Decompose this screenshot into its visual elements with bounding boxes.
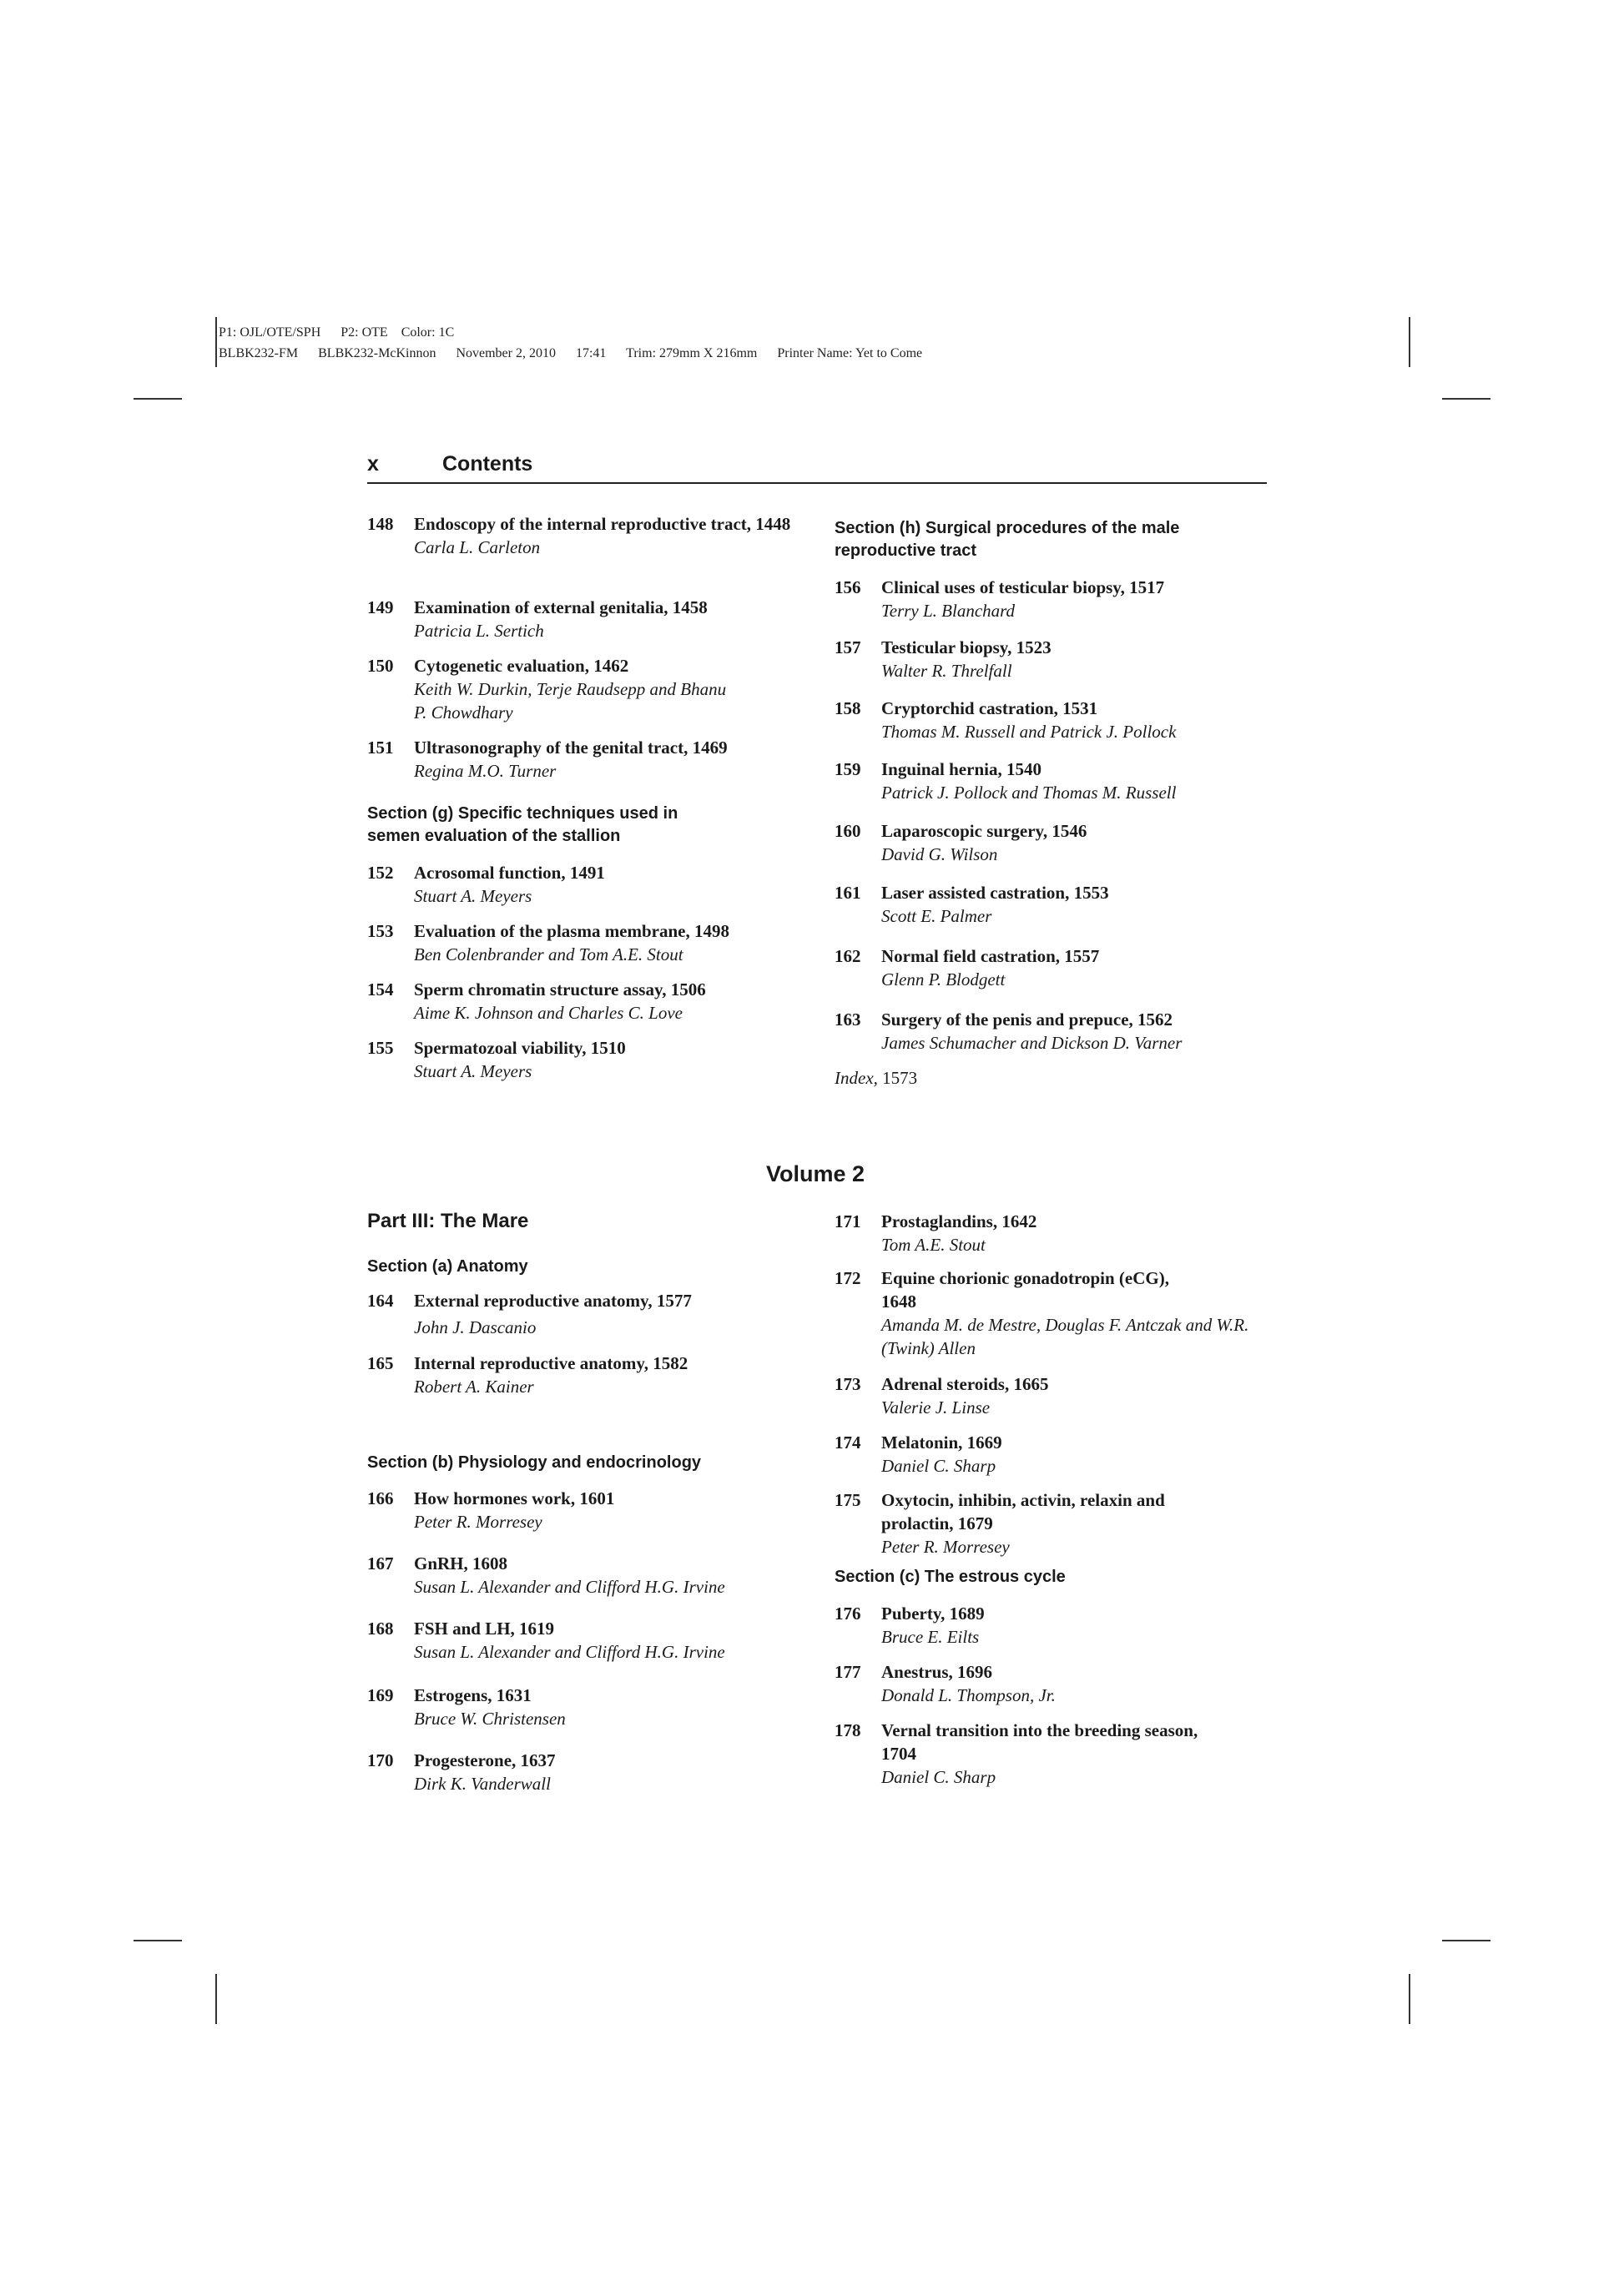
- crop-mark: [215, 1974, 217, 2024]
- chapter-authors: Tom A.E. Stout: [881, 1235, 986, 1255]
- chapter-number: 165: [367, 1353, 394, 1373]
- chapter-number: 150: [367, 656, 394, 676]
- chapter-title: Cytogenetic evaluation, 1462: [414, 656, 629, 676]
- section-heading-a: Section (a) Anatomy: [367, 1257, 528, 1276]
- crop-mark: [134, 1940, 182, 1941]
- chapter-title: Progesterone, 1637: [414, 1750, 556, 1770]
- chapter-number: 178: [835, 1720, 861, 1740]
- chapter-number: 162: [835, 946, 861, 966]
- chapter-title: Adrenal steroids, 1665: [881, 1374, 1049, 1394]
- chapter-number: 157: [835, 637, 861, 657]
- chapter-number: 149: [367, 597, 394, 617]
- chapter-title: Anestrus, 1696: [881, 1662, 993, 1682]
- chapter-title: Oxytocin, inhibin, activin, relaxin and prolactin, 1679: [881, 1490, 1165, 1533]
- chapter-authors: Terry L. Blanchard: [881, 601, 1016, 621]
- chapter-authors: David G. Wilson: [881, 844, 998, 864]
- chapter-number: 152: [367, 863, 394, 883]
- crop-mark: [1442, 398, 1490, 400]
- index-page: 1573: [882, 1068, 918, 1088]
- volume-heading: Volume 2: [766, 1161, 865, 1186]
- section-heading-b: Section (b) Physiology and endocrinology: [367, 1453, 702, 1472]
- chapter-authors: Amanda M. de Mestre, Douglas F. Antczak and W.R. (Twink) Allen: [881, 1315, 1249, 1358]
- section-heading-h: Section (h) Surgical procedures of the male reproductive tract: [835, 519, 1180, 560]
- chapter-title: Sperm chromatin structure assay, 1506: [414, 979, 706, 999]
- chapter-authors: Keith W. Durkin, Terje Raudsepp and Bhanu P. Chowdhary: [414, 679, 727, 723]
- chapter-title: Surgery of the penis and prepuce, 1562: [881, 1010, 1173, 1030]
- chapter-number: 175: [835, 1490, 861, 1510]
- chapter-number: 176: [835, 1604, 861, 1624]
- chapter-number: 172: [835, 1268, 861, 1288]
- chapter-authors: Glenn P. Blodgett: [881, 969, 1006, 989]
- chapter-title: FSH and LH, 1619: [414, 1619, 555, 1639]
- chapter-authors: Thomas M. Russell and Patrick J. Pollock: [881, 722, 1177, 742]
- chapter-number: 153: [367, 921, 394, 941]
- part-heading: Part III: The Mare: [367, 1210, 529, 1232]
- chapter-authors: Aime K. Johnson and Charles C. Love: [414, 1003, 683, 1023]
- chapter-authors: Walter R. Threlfall: [881, 661, 1012, 681]
- header-rule: [367, 482, 1267, 484]
- chapter-authors: Ben Colenbrander and Tom A.E. Stout: [414, 944, 683, 964]
- chapter-number: 164: [367, 1291, 394, 1311]
- chapter-number: 174: [835, 1432, 861, 1453]
- chapter-title: Endoscopy of the internal reproductive tract, 1448: [414, 514, 791, 534]
- chapter-title: Clinical uses of testicular biopsy, 1517: [881, 577, 1165, 597]
- chapter-authors: Peter R. Morresey: [414, 1512, 542, 1532]
- chapter-authors: Bruce W. Christensen: [414, 1709, 566, 1729]
- chapter-number: 159: [835, 759, 861, 779]
- section-heading-g: Section (g) Specific techniques used in semen evaluation of the stallion: [367, 804, 678, 845]
- chapter-title: Estrogens, 1631: [414, 1685, 532, 1705]
- chapter-number: 173: [835, 1374, 861, 1394]
- chapter-title: Acrosomal function, 1491: [414, 863, 605, 883]
- chapter-authors: Carla L. Carleton: [414, 537, 541, 557]
- chapter-title: Testicular biopsy, 1523: [881, 637, 1052, 657]
- chapter-title: Puberty, 1689: [881, 1604, 985, 1624]
- crop-mark: [134, 398, 182, 400]
- chapter-number: 167: [367, 1553, 394, 1573]
- chapter-title: Inguinal hernia, 1540: [881, 759, 1041, 779]
- chapter-number: 161: [835, 883, 861, 903]
- chapter-number: 177: [835, 1662, 861, 1682]
- chapter-authors: Robert A. Kainer: [414, 1377, 534, 1397]
- chapter-number: 151: [367, 738, 394, 758]
- chapter-authors: Scott E. Palmer: [881, 906, 992, 926]
- chapter-authors: James Schumacher and Dickson D. Varner: [881, 1033, 1183, 1053]
- chapter-authors: John J. Dascanio: [414, 1317, 537, 1337]
- chapter-authors: Valerie J. Linse: [881, 1397, 991, 1417]
- index-label: Index,: [835, 1068, 878, 1088]
- index-entry: [835, 1068, 917, 1089]
- chapter-authors: Daniel C. Sharp: [881, 1767, 996, 1787]
- chapter-authors: Dirk K. Vanderwall: [414, 1774, 551, 1794]
- chapter-title: Laparoscopic surgery, 1546: [881, 821, 1087, 841]
- chapter-title: GnRH, 1608: [414, 1553, 508, 1573]
- chapter-number: 160: [835, 821, 861, 841]
- chapter-title: Examination of external genitalia, 1458: [414, 597, 708, 617]
- chapter-number: 163: [835, 1010, 861, 1030]
- page-numeral: x: [367, 452, 379, 476]
- chapter-title: External reproductive anatomy, 1577: [414, 1291, 692, 1311]
- chapter-authors: Susan L. Alexander and Clifford H.G. Irvine: [414, 1577, 725, 1597]
- chapter-number: 154: [367, 979, 394, 999]
- chapter-number: 155: [367, 1038, 394, 1058]
- page-title: Contents: [442, 452, 533, 476]
- chapter-number: 170: [367, 1750, 394, 1770]
- chapter-title: Ultrasonography of the genital tract, 1469: [414, 738, 728, 758]
- chapter-authors: Stuart A. Meyers: [414, 1061, 532, 1081]
- chapter-authors: Patrick J. Pollock and Thomas M. Russell: [881, 783, 1177, 803]
- chapter-title: Spermatozoal viability, 1510: [414, 1038, 626, 1058]
- printer-slug-line-2: BLBK232-FM BLBK232-McKinnon November 2, 2010 17:41 Trim: 279mm X 216mm Printer Name: Yet to Come: [219, 346, 923, 360]
- chapter-title: Laser assisted castration, 1553: [881, 883, 1109, 903]
- chapter-authors: Stuart A. Meyers: [414, 886, 532, 906]
- chapter-number: 171: [835, 1211, 861, 1231]
- chapter-title: Evaluation of the plasma membrane, 1498: [414, 921, 729, 941]
- crop-mark: [1442, 1940, 1490, 1941]
- chapter-title: Equine chorionic gonadotropin (eCG), 1648: [881, 1268, 1169, 1312]
- chapter-authors: Regina M.O. Turner: [414, 761, 557, 781]
- chapter-title: Melatonin, 1669: [881, 1432, 1002, 1453]
- chapter-authors: Bruce E. Eilts: [881, 1627, 980, 1647]
- crop-mark: [1409, 1974, 1410, 2024]
- chapter-number: 166: [367, 1488, 394, 1508]
- chapter-number: 148: [367, 514, 394, 534]
- chapter-number: 168: [367, 1619, 394, 1639]
- chapter-authors: Peter R. Morresey: [881, 1537, 1010, 1557]
- chapter-title: Prostaglandins, 1642: [881, 1211, 1037, 1231]
- crop-mark: [215, 317, 217, 367]
- chapter-title: Vernal transition into the breeding season, 1704: [881, 1720, 1198, 1764]
- chapter-title: How hormones work, 1601: [414, 1488, 615, 1508]
- chapter-authors: Donald L. Thompson, Jr.: [881, 1685, 1056, 1705]
- section-heading-c: Section (c) The estrous cycle: [835, 1568, 1066, 1586]
- chapter-authors: Susan L. Alexander and Clifford H.G. Irvine: [414, 1642, 725, 1662]
- chapter-number: 158: [835, 698, 861, 718]
- chapter-authors: Daniel C. Sharp: [881, 1456, 996, 1476]
- crop-mark: [1409, 317, 1410, 367]
- printer-slug-line-1: P1: OJL/OTE/SPH P2: OTE Color: 1C: [219, 325, 455, 340]
- chapter-number: 169: [367, 1685, 394, 1705]
- chapter-title: Normal field castration, 1557: [881, 946, 1100, 966]
- chapter-authors: Patricia L. Sertich: [414, 621, 544, 641]
- chapter-title: Internal reproductive anatomy, 1582: [414, 1353, 688, 1373]
- chapter-title: Cryptorchid castration, 1531: [881, 698, 1098, 718]
- chapter-number: 156: [835, 577, 861, 597]
